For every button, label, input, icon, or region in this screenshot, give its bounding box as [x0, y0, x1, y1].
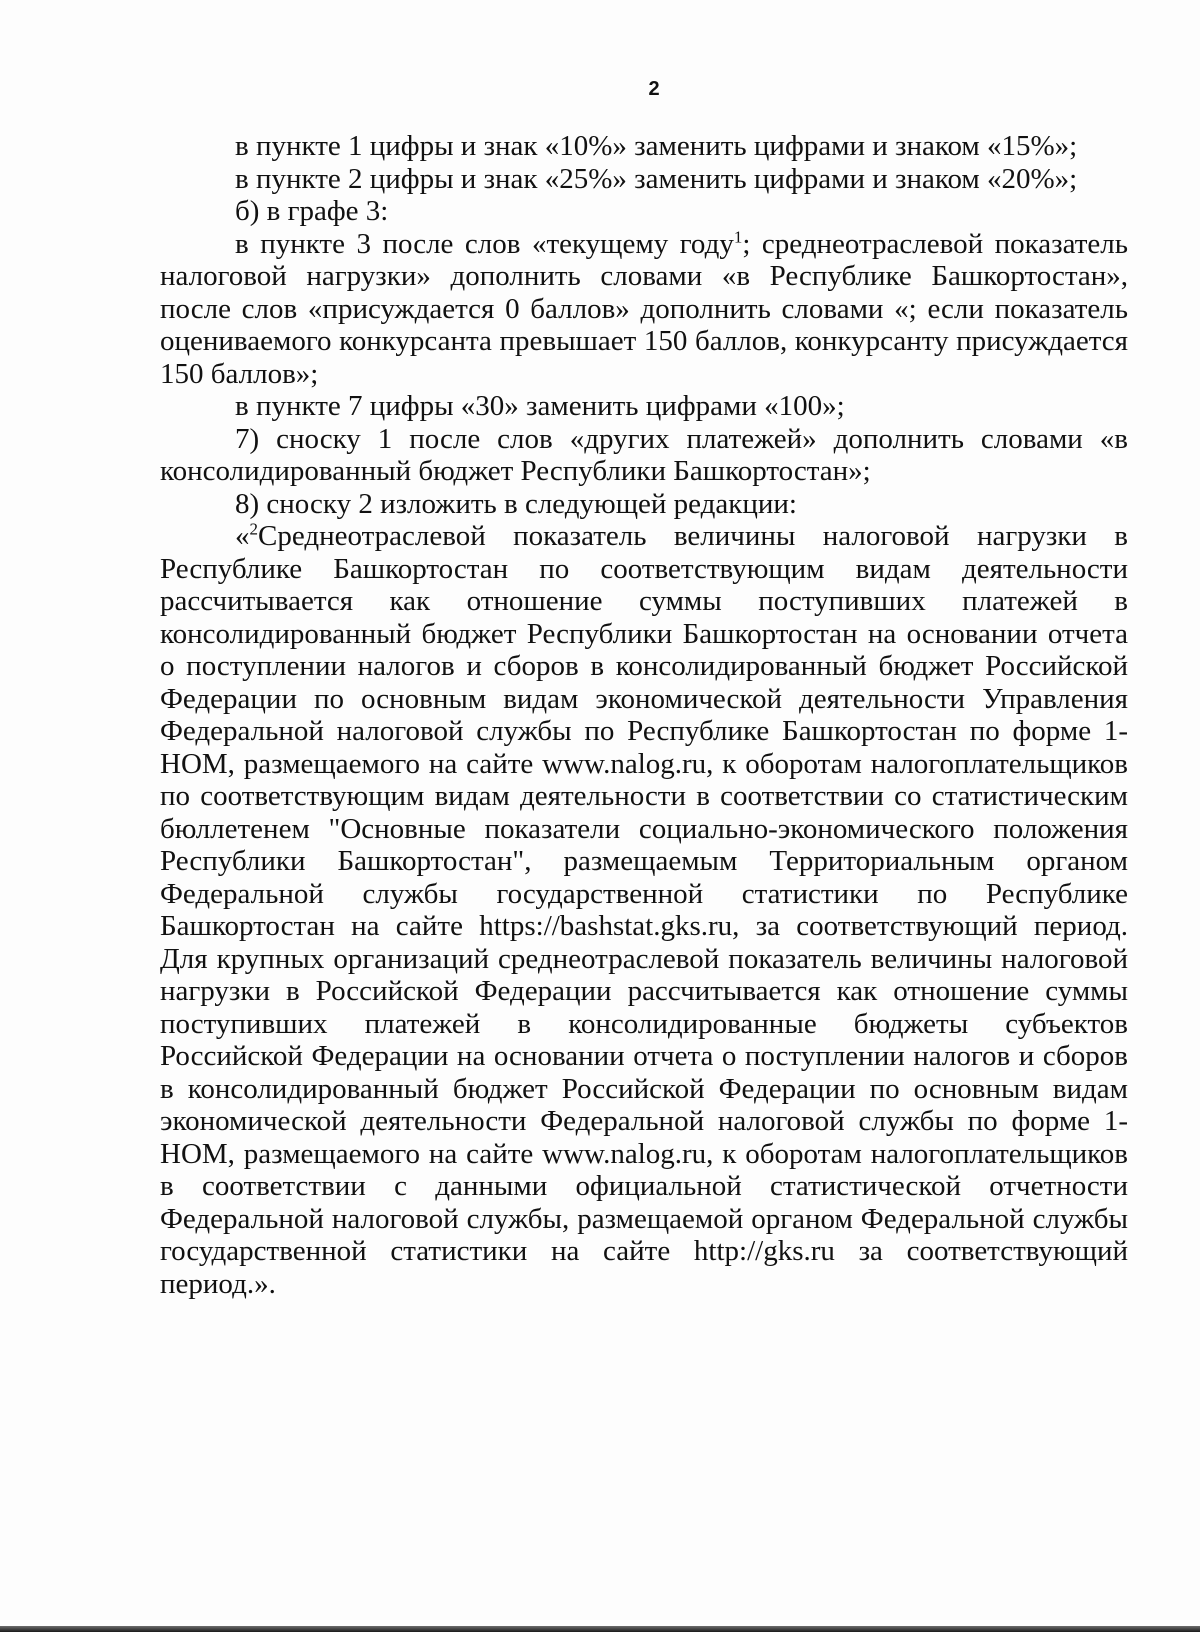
- footnote-marker: 1: [733, 226, 743, 246]
- paragraph-text-part: «: [235, 520, 250, 552]
- paragraph-footnote-2-text: [160, 520, 1128, 1300]
- paragraph-text-part: в пункте 3 после слов «текущему году: [235, 227, 734, 260]
- scan-bottom-edge: [0, 1626, 1200, 1632]
- paragraph-text-part: Среднеотраслевой показатель величины налоговой нагрузки в Республике Башкортостан по соответствующим видам деятельности рассчитывается как отношение суммы поступивших платежей в консолидированный бюджет Республики Башкортостан на основании отчета о поступлении налогов и сборов в консолидированный бюджет Российской Федерации по основным видам экономической деятельности Управления Федеральной налоговой службы по Республике Башкортостан по форме 1-НОМ, размещаемого на сайте www.nalog.ru, к оборотам налогоплательщиков по соответствующим видам деятельности в соответствии со статистическим бюллетенем "Основные показатели социально-экономического положения Республики Башкортостан", размещаемым Территориальным органом Федеральной службы государственной статистики по Республике Башкортостан на сайте https://bashstat.gks.ru, за соответствующий период. Для крупных организаций среднеотраслевой показатель величины налоговой нагрузки в Российской Федерации рассчитывается как отношение суммы поступивших платежей в консолидированные бюджеты субъектов Российской Федерации на основании отчета о поступлении налогов и сборов в консолидированный бюджет Российской Федерации по основным видам экономической деятельности Федеральной налоговой службы по форме 1-НОМ, размещаемого на сайте www.nalog.ru, к оборотам налогоплательщиков в соответствии с данными официальной статистической отчетности Федеральной налоговой службы, размещаемой органом Федеральной службы государственной статистики на сайте http://gks.ru за соответствующий период.».: [160, 520, 1128, 1300]
- paragraph-point-7: в пункте 7 цифры «30» заменить цифрами «100»;: [235, 390, 845, 422]
- paragraph-point-3: [160, 228, 1128, 391]
- paragraph-column-3: б) в графе 3:: [235, 195, 389, 227]
- page-number: 2: [648, 78, 660, 100]
- document-body: [160, 130, 1128, 1300]
- paragraph-footnote-1-amendment: 7) сноску 1 после слов «других платежей» дополнить словами «в консолидированный бюджет Республики Башкортостан»;: [160, 422, 1128, 487]
- footnote-marker: 2: [249, 519, 258, 539]
- paragraph-point-1: в пункте 1 цифры и знак «10%» заменить цифрами и знаком «15%»;: [235, 130, 1078, 162]
- paragraph-point-2: в пункте 2 цифры и знак «25%» заменить цифрами и знаком «20%»;: [235, 162, 1078, 195]
- paragraph-text-part: ; среднеотраслевой показатель налоговой нагрузки» дополнить словами «в Республике Башкортостан», после слов «присуждается 0 баллов» дополнить словами «; если показатель оцениваемого конкурсанта превышает 150 баллов, конкурсанту присуждается 150 баллов»;: [160, 227, 1128, 390]
- paragraph-footnote-2-intro: 8) сноску 2 изложить в следующей редакции:: [235, 487, 797, 520]
